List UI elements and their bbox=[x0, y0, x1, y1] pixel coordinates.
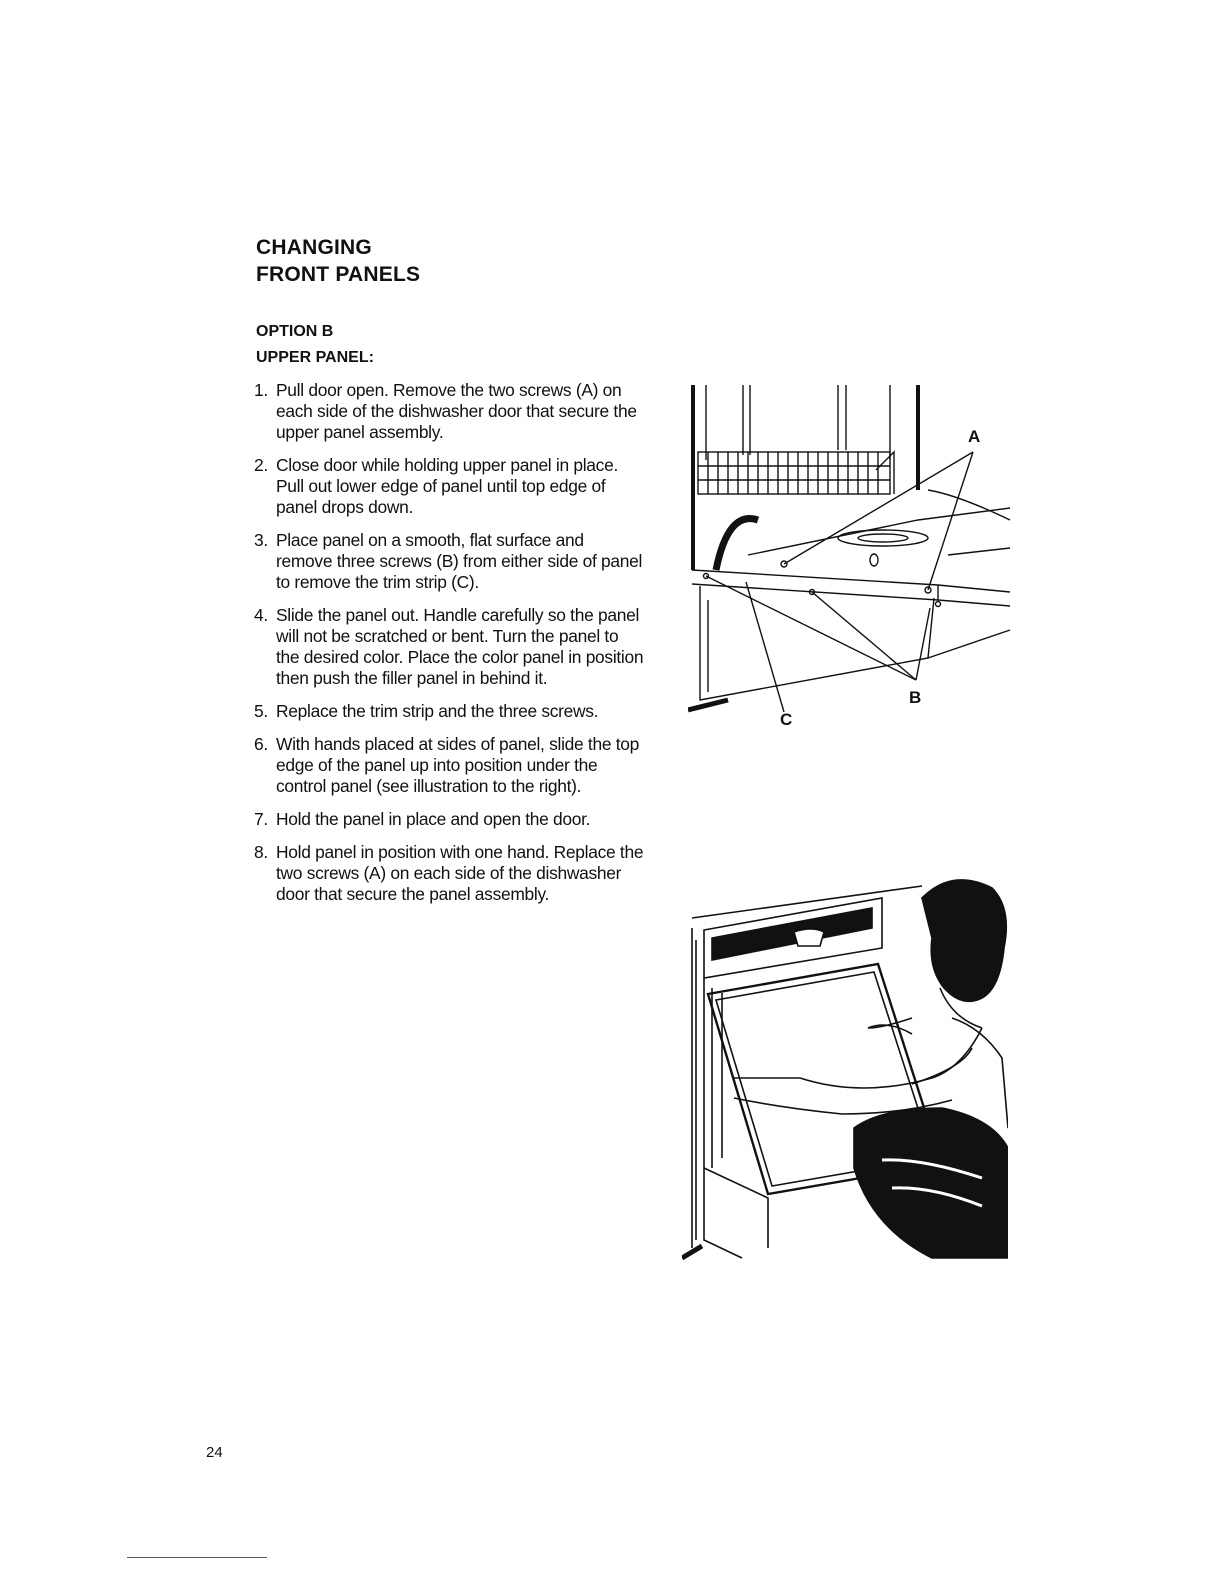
step-item bbox=[254, 842, 644, 905]
step-text: With hands placed at sides of panel, slide the top edge of the panel up into position under the control panel (see illustration to the right). bbox=[276, 734, 640, 796]
step-number: 2. bbox=[254, 455, 268, 475]
step-number: 6. bbox=[254, 734, 268, 754]
step-text: Slide the panel out. Handle carefully so the panel will not be scratched or bent. Turn the panel to the desired color. Place the color panel in position then push the filler panel in behind it. bbox=[276, 605, 644, 688]
step-number: 4. bbox=[254, 605, 268, 625]
step-item bbox=[254, 530, 644, 593]
option-label: OPTION B bbox=[256, 323, 334, 340]
step-text: Pull door open. Remove the two screws (A) on each side of the dishwasher door that secure the upper panel assembly. bbox=[276, 380, 637, 442]
step-item bbox=[254, 380, 644, 443]
step-item bbox=[254, 809, 644, 830]
step-item bbox=[254, 455, 644, 518]
instruction-steps bbox=[254, 380, 644, 917]
door-screws-drawing bbox=[688, 380, 1012, 725]
step-number: 5. bbox=[254, 701, 268, 721]
step-number: 7. bbox=[254, 809, 268, 829]
step-text: Replace the trim strip and the three screws. bbox=[276, 701, 599, 721]
step-item bbox=[254, 605, 644, 689]
callout-a-label: A bbox=[968, 427, 981, 446]
step-number: 1. bbox=[254, 380, 268, 400]
page-title bbox=[256, 234, 420, 288]
panel-installation-illustration bbox=[682, 868, 1008, 1264]
person-installing-panel-drawing bbox=[682, 868, 1008, 1264]
section-subheading bbox=[256, 319, 374, 371]
callout-b-label: B bbox=[909, 688, 922, 707]
step-item bbox=[254, 734, 644, 797]
dishwasher-door-illustration bbox=[688, 380, 1012, 729]
step-text: Close door while holding upper panel in place. Pull out lower edge of panel until top edge of panel drops down. bbox=[276, 455, 618, 517]
page-number: 24 bbox=[206, 1444, 223, 1461]
step-text: Hold the panel in place and open the door. bbox=[276, 809, 591, 829]
step-number: 8. bbox=[254, 842, 268, 862]
footer-divider bbox=[127, 1557, 267, 1558]
step-item bbox=[254, 701, 644, 722]
page-title-line-2: FRONT PANELS bbox=[256, 263, 421, 286]
page-title-line-1: CHANGING bbox=[256, 236, 372, 259]
step-text: Place panel on a smooth, flat surface and remove three screws (B) from either side of panel to remove the trim strip (C). bbox=[276, 530, 643, 592]
upper-panel-label: UPPER PANEL: bbox=[256, 349, 374, 366]
step-number: 3. bbox=[254, 530, 268, 550]
callout-c-label: C bbox=[780, 710, 793, 729]
step-text: Hold panel in position with one hand. Replace the two screws (A) on each side of the dishwasher door that secure the panel assembly. bbox=[276, 842, 644, 904]
